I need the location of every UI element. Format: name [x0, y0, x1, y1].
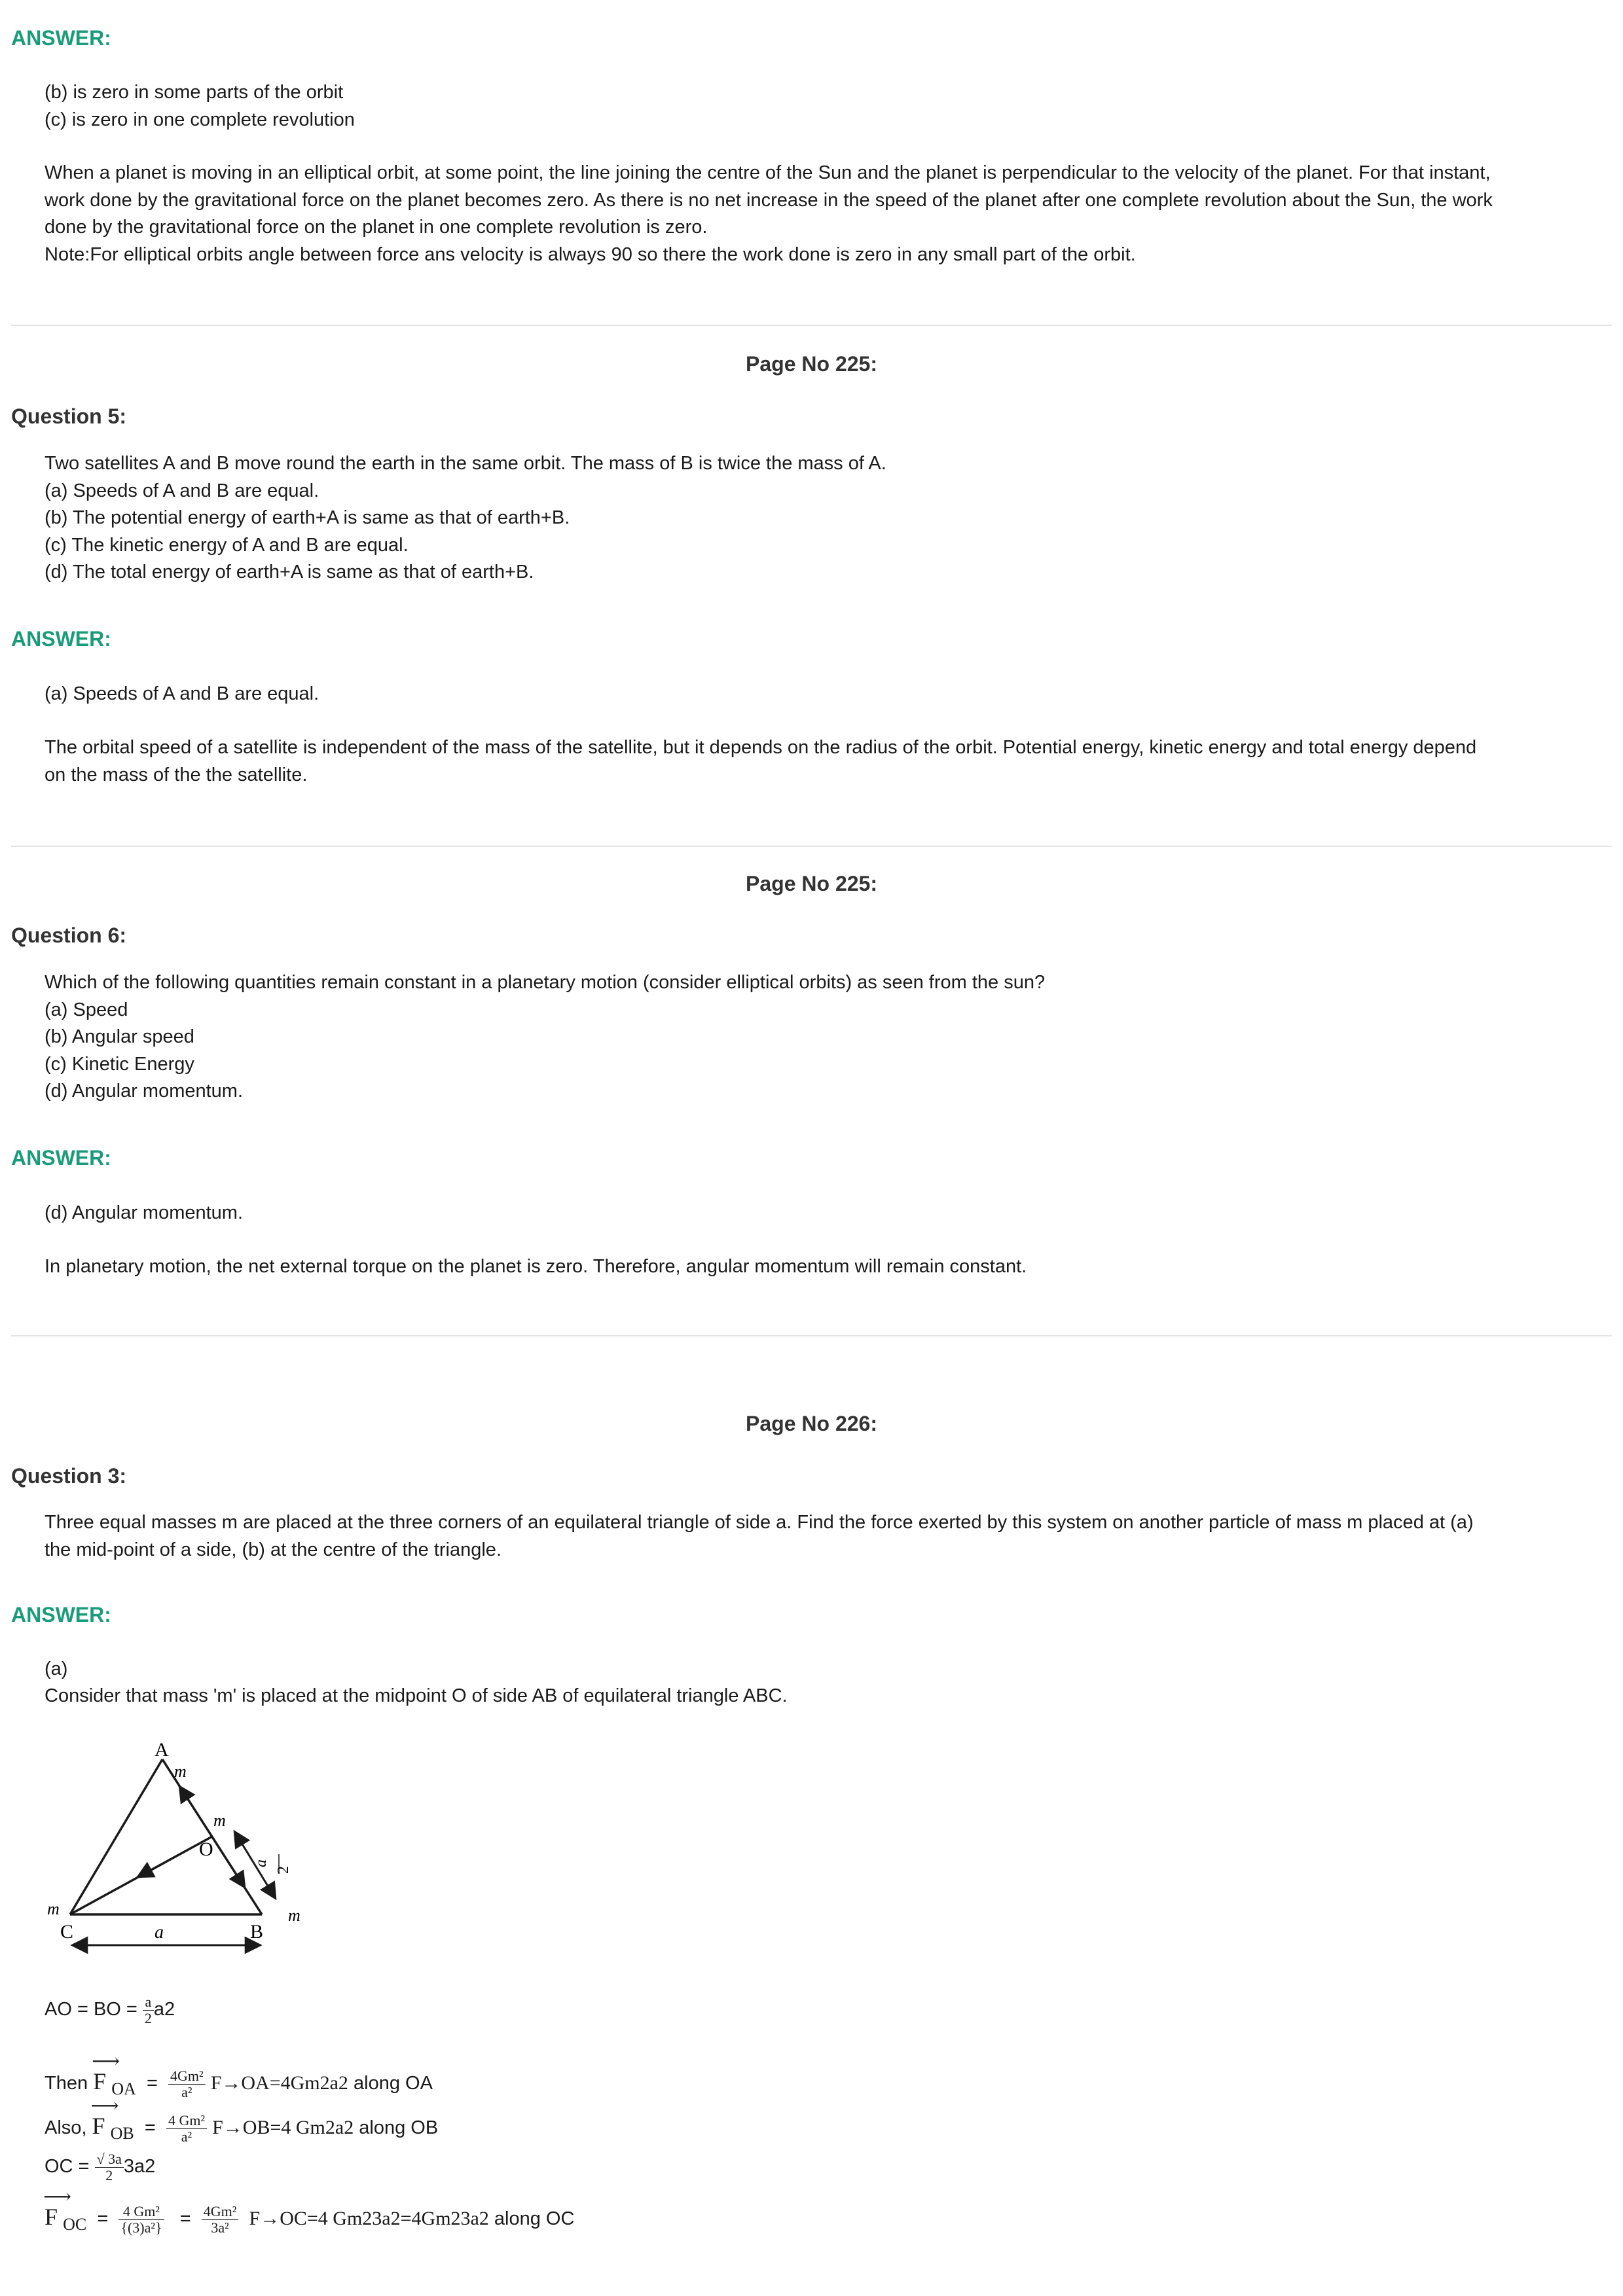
explanation-line: on the mass of the the satellite.: [45, 764, 308, 785]
page-number: Page No 225:: [746, 872, 877, 895]
answer-choice: (a) Speeds of A and B are equal.: [45, 683, 319, 704]
vector-f: [90, 2095, 119, 2145]
eq-alt-text: F→OC=4 Gm23a2=4Gm23a2: [249, 2208, 489, 2229]
page-number: Page No 226:: [746, 1412, 877, 1435]
fraction: [143, 1994, 154, 2026]
question-option: (c) The kinetic energy of A and B are equal.: [45, 534, 409, 556]
label-b-vertex: B: [250, 1921, 264, 1943]
explanation-line: done by the gravitational force on the planet in one complete revolution is zero.: [45, 217, 708, 238]
question-option: (a) Speed: [45, 999, 128, 1020]
answer-choice: (d) Angular momentum.: [45, 1202, 244, 1223]
label-a-den: 2: [275, 1866, 292, 1874]
explanation: In planetary motion, the net external torque on the planet is zero. Therefore, angular momentum will remain constant.: [45, 1256, 1027, 1277]
force-arrow-oa: [179, 1786, 212, 1837]
label-m: m: [174, 1762, 187, 1781]
answer-label: ANSWER:: [11, 1146, 111, 1170]
explanation: [45, 734, 1616, 789]
answer-options: [45, 79, 355, 134]
label-a-vertex: A: [155, 1739, 169, 1761]
eq-tail: 3a2: [123, 2156, 156, 2177]
equation-f-ob: [45, 2095, 439, 2148]
eq-equals: =: [97, 2208, 109, 2229]
eq-equals: =: [146, 2073, 158, 2094]
fraction-num: √ 3a: [95, 2151, 124, 2168]
vector-subscript: OB: [110, 2124, 134, 2143]
arrow-icon: ⟶: [43, 2186, 72, 2208]
equation-ao-bo: [45, 1990, 175, 2029]
question-title: Question 5:: [11, 404, 127, 428]
triangle-diagram: [39, 1738, 327, 1960]
question-option: (a) Speeds of A and B are equal.: [45, 480, 319, 501]
question-line: Two satellites A and B move round the earth in the same orbit. The mass of B is twice the mass of A.: [45, 453, 886, 474]
divider: [11, 325, 1612, 326]
force-arrow-ob: [212, 1837, 245, 1888]
answer-option: (b) is zero in some parts of the orbit: [45, 82, 344, 103]
arrow-icon: ⟶: [92, 2051, 120, 2072]
side-ca: [70, 1759, 162, 1914]
answer-label: ANSWER:: [11, 1603, 111, 1626]
equation-f-oc: [43, 2186, 575, 2239]
question-option: (c) Kinetic Energy: [45, 1053, 194, 1075]
explanation-line: work done by the gravitational force on the planet becomes zero. As there is no net increase in the speed of the planet after one complete revolution about the Sun, the work: [45, 189, 1493, 211]
divider: [11, 846, 1612, 847]
explanation: [45, 160, 1616, 268]
eq-alt-text: F→OA=4Gm2a2: [210, 2072, 348, 2094]
eq-suffix: along OC: [488, 2208, 575, 2229]
fraction-den: a²: [181, 2083, 192, 2100]
arrow-icon: ⟶: [90, 2095, 119, 2117]
question-option: (d) Angular momentum.: [45, 1081, 244, 1102]
question-line: Three equal masses m are placed at the three corners of an equilateral triangle of side a. Find the force exerted by this system on another particle of mass m placed at (a): [45, 1512, 1474, 1533]
fraction-den: 3a²: [211, 2219, 229, 2236]
answer-option: (c) is zero in one complete revolution: [45, 109, 355, 130]
eq-tail: a2: [153, 1999, 175, 2020]
eq-equals: =: [179, 2208, 191, 2229]
fraction-den: 2: [144, 2009, 152, 2026]
answer-part: (a): [45, 1659, 68, 1679]
question-line: the mid-point of a side, (b) at the centre of the triangle.: [45, 1539, 501, 1560]
fraction: [119, 2204, 164, 2236]
fraction-num: 4Gm²: [168, 2068, 206, 2085]
divider: [11, 1335, 1612, 1336]
fraction-den: a²: [181, 2128, 192, 2145]
question-option: (d) The total energy of earth+A is same as that of earth+B.: [45, 562, 534, 583]
question-title: Question 6:: [11, 924, 127, 947]
eq-lhs: AO = BO =: [45, 1999, 143, 2020]
vector-symbol: F: [92, 2113, 105, 2139]
question-option: (b) Angular speed: [45, 1026, 194, 1047]
fraction-den: {(3)a²}: [120, 2219, 162, 2236]
eq-suffix: along OB: [354, 2117, 439, 2138]
label-c-vertex: C: [60, 1921, 74, 1943]
vector-symbol: F: [93, 2068, 107, 2094]
answer-label: ANSWER:: [11, 26, 111, 50]
answer-intro: Consider that mass 'm' is placed at the midpoint O of side AB of equilateral triangle ABC.: [45, 1685, 788, 1706]
vector-subscript: OA: [111, 2079, 136, 2098]
question-title: Question 3:: [11, 1464, 127, 1488]
question-text: [45, 450, 886, 586]
explanation-line: Note:For elliptical orbits angle between force ans velocity is always 90 so there the work done is zero in any small part of the orbit.: [45, 243, 1136, 265]
fraction-den: 2: [105, 2166, 113, 2183]
label-a-over-2: [253, 1859, 270, 1867]
question-text: [45, 1509, 1474, 1564]
explanation-line: The orbital speed of a satellite is independent of the mass of the satellite, but it depends on the radius of the orbit. Potential energy, kinetic energy and total energy depend: [45, 737, 1477, 758]
vector-symbol: F: [45, 2204, 58, 2230]
fraction: [202, 2204, 239, 2236]
label-a-num: a: [253, 1859, 270, 1867]
fraction: [166, 2113, 207, 2145]
eq-alt-text: F→OB=4 Gm2a2: [212, 2117, 354, 2138]
eq-prefix: Then: [45, 2073, 94, 2094]
label-a-side: a: [155, 1922, 164, 1943]
fraction-num: 4Gm²: [202, 2204, 239, 2220]
eq-suffix: along OA: [348, 2073, 433, 2094]
label-o: O: [199, 1839, 213, 1860]
question-line: Which of the following quantities remain constant in a planetary motion (consider elliptical orbits) as seen from the sun?: [45, 972, 1046, 993]
fraction: [168, 2068, 206, 2100]
fraction-num: 4 Gm²: [119, 2204, 164, 2220]
vector-f: [43, 2186, 72, 2236]
page-number: Page No 225:: [746, 352, 877, 376]
eq-equals: =: [144, 2117, 156, 2138]
eq-prefix: Also,: [45, 2117, 92, 2138]
explanation-line: When a planet is moving in an elliptical orbit, at some point, the line joining the centre of the Sun and the planet is perpendicular to the velocity of the planet. For that instant,: [45, 162, 1491, 183]
label-m: m: [47, 1899, 60, 1918]
answer-label: ANSWER:: [11, 627, 111, 651]
fraction-num: a: [143, 1994, 154, 2011]
question-option: (b) The potential energy of earth+A is same as that of earth+B.: [45, 507, 570, 528]
fraction: [95, 2151, 124, 2183]
question-text: [45, 969, 1045, 1105]
label-m: m: [288, 1906, 301, 1925]
fraction-num: 4 Gm²: [166, 2113, 207, 2129]
eq-lhs: OC =: [45, 2156, 95, 2177]
vector-subscript: OC: [63, 2215, 87, 2234]
label-m: m: [213, 1811, 226, 1830]
